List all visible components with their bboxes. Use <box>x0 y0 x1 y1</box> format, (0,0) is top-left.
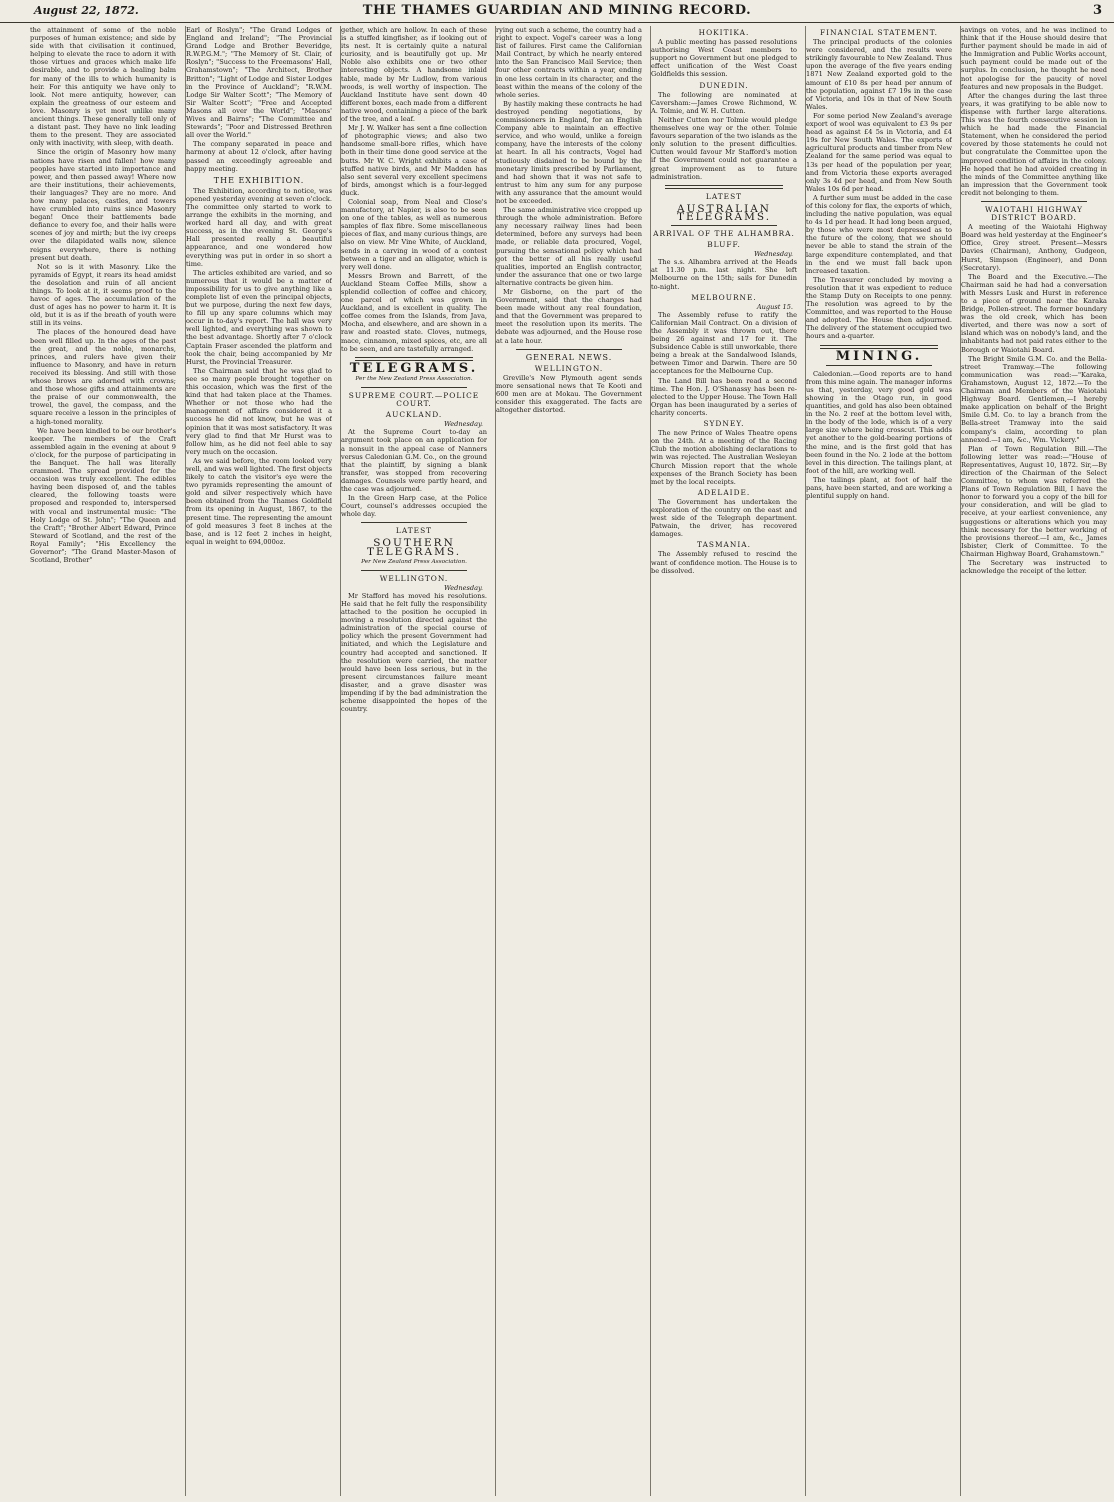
paragraph: The Assembly refused to rescind the want of confidence motion. The House is to be dissolved. <box>651 550 797 575</box>
dateline-place: AUCKLAND. <box>385 410 443 420</box>
divider <box>361 570 467 571</box>
dateline-place: BLUFF. <box>707 240 741 250</box>
paragraph: Mr J. W. Walker has sent a fine collection of photographic views; and also two handsome small-bore rifles, which have both in their time done good service at the butts. Mr W. C. Wright exhibits a case of stuffed native birds, and Mr Madden has also sent several very excellent specimens of birds, amongst which is a four-legged duck. <box>341 124 487 197</box>
paragraph: The company separated in peace and harmony at about 12 o'clock, after having passed an exceedingly agreeable and happy meeting. <box>186 140 332 173</box>
latest-label: LATEST <box>705 191 743 201</box>
paragraph: In the Green Harp case, at the Police Court, counsel's addresses occupied the whole day. <box>341 494 487 519</box>
divider <box>665 185 783 189</box>
divider <box>981 201 1087 202</box>
dateline-day: Wednesday. <box>754 250 793 259</box>
section-heading-exhibition: THE EXHIBITION. <box>213 175 305 185</box>
paragraph: For some period New Zealand's average export of wool was equivalent to £3 9s per head as against £4 5s in Victoria, and £4 19s for New South Wales. The exports of agricultural products and timber from New Zealand for the same period was equal to 13s per head of the population per year, and from Victoria these exports averaged only 3s 4d per head, and from New South Wales 10s 6d per head. <box>806 111 952 193</box>
paragraph: By hastily making these contracts he had destroyed pending negotiations, by commissioners in England, for an English Company able to maintain an effective service, and who would, unlike a foreign company, have the interests of the colony at heart. In all his contracts, Vogel had studiously disdained to be bound by the monetary limits prescribed by Parliament, and had shown that it was not safe to entrust to him any sum for any purpose with any assurance that the amount would not be exceeded. <box>496 99 642 205</box>
dateline-place: ADELAIDE. <box>697 487 751 497</box>
dateline-place: WELLINGTON. <box>534 363 604 373</box>
paragraph: A public meeting has passed resolutions authorising West Coast members to support no Government but one pledged to effect unification of the West Coast Goldfields this session. <box>651 38 797 79</box>
press-association-note: Per New Zealand Press Association. <box>361 558 467 565</box>
paragraph: The articles exhibited are varied, and so numerous that it would be a matter of impossibility for us to give anything like a complete list of even the principal objects, but we purpose, during the next few days, to fill up any spare columns which may occur in to-day's report. The hall was very well lighted, and everything was shown to the best advantage. Shortly after 7 o'clock Captain Fraser ascended the platform and took the chair, being accompanied by Mr Hurst, the Provincial Treasurer. <box>186 268 332 366</box>
section-heading-financial-statement: FINANCIAL STATEMENT. <box>820 28 938 37</box>
masthead <box>0 0 1114 23</box>
court-heading: SUPREME COURT.—POLICE COURT. <box>348 390 480 409</box>
dateline-day: Wednesday. <box>444 583 483 592</box>
divider <box>671 225 777 226</box>
dateline-place: DUNEDIN. <box>699 80 749 90</box>
column-6 <box>805 26 952 1496</box>
section-heading-mining: MINING. <box>835 348 923 364</box>
paragraph: Mr Stafford has moved his resolutions. He said that he felt fully the responsibility attached to the position he occupied in moving a resolution directed against the administration of the special course of policy which the present Government had initiated, and which the Legislature and country had accepted and sanctioned. If the resolution were carried, the matter would have been less serious, but in the present circumstances failure meant disaster, and a grave disaster was impending if by the bad administration the scheme disappointed the hopes of the country. <box>341 591 487 714</box>
dateline-place: SYDNEY. <box>703 419 745 429</box>
paragraph: The Secretary was instructed to acknowledge the receipt of the letter. <box>961 559 1107 576</box>
paragraph: The principal products of the colonies were considered, and the results were strikingly favourable to New Zealand. Thus upon the average of the five years ending 1871 New Zealand exported gold to the amount of £10 8s per head per annum of the population, against £7 19s in the case of Victoria, and 10s in that of New South Wales. <box>806 38 952 111</box>
paragraph: After the changes during the last three years, it was gratifying to be able now to dispense with further large alterations. This was the fourth consecutive session in which he had made the Financial Statement, when he considered the period covered by those statements he could not but congratulate the Committee upon the improved condition of affairs in the colony. He hoped that he had avoided creating in the minds of the Committee anything like an impression that the Government took credit not belonging to them. <box>961 91 1107 197</box>
paragraph: Not so is it with Masonry. Like the pyramids of Egypt, it rears its head amidst the desolation and ruin of all ancient things. To look at it, it seems proof to the havoc of ages. The accumulation of the dust of ages has no power to harm it. It is old, but it is as if the breath of youth were still in its veins. <box>30 262 176 328</box>
section-heading-southern-telegrams: SOUTHERN TELEGRAMS. <box>366 537 462 558</box>
dateline-place: HOKITIKA. <box>698 28 750 37</box>
paragraph: The tailings plant, at foot of half the pans, have been started, and are working a plentiful supply on hand. <box>806 475 952 501</box>
paragraph: Plan of Town Regulation Bill.—The following letter was read:—"House of Representatives, August 10, 1872. Sir,—By direction of the Chairman of the Select Committee, to whom was referred the Plans of Town Regulation Bill, I have the honor to forward you a copy of the bill for your consideration, and will be glad to receive, at your earliest convenience, any suggestions or alterations which you may think necessary for the better working of the provisions thereof.—I am, &c., James Isbister, Clerk of Committee. To the Chairman Highway Board, Grahamstown." <box>961 444 1107 558</box>
paragraph: gether, which are hollow. In each of these is a stuffed kingfisher, as if looking out of its nest. It is certainly quite a natural curiosity, and is beautifully got up. Mr Noble also exhibits one or two other interesting objects. A handsome inlaid table, made by Mr Ludlow, from various woods, is well worthy of inspection. The Auckland Institute have sent down 40 different boxes, each made from a different native wood, containing a piece of the bark of the tree, and a leaf. <box>341 26 487 124</box>
divider <box>361 387 467 388</box>
paragraph: The new Prince of Wales Theatre opens on the 24th. At a meeting of the Racing Club the motion abolishing declarations to win was rejected. The Australian Wesleyan Church Mission report that the whole expenses of the Branch Society has been met by the local receipts. <box>651 429 797 486</box>
article-columns <box>30 26 1110 1496</box>
paragraph: Earl of Roslyn"; "The Grand Lodges of England and Ireland"; "The Provincial Grand Lodge and Brother Beveridge, R.W.P.G.M."; "The Memory of St. Clair, of Roslyn"; "Success to the Freemasons' Hall, Grahamstown"; "The Architect, Brother Britton"; "Light of Lodge and Sister Lodges in the Province of Auckland"; "R.W.M. Lodge Sir Walter Scott"; "The Memory of Sir Walter Scott"; "Free and Accepted Masons all over the World"; "Masons' Wives and Bairns"; "The Committee and Stewards"; "Poor and Distressed Brethren all over the World." <box>186 26 332 140</box>
paragraph: The Bright Smile G.M. Co. and the Bella-street Tramway.—The following communication was read:—"Karaka, Grahamstown, August 12, 1872.—To the Chairman and Members of the Waiotahi Highway Board. Gentlemen,—I hereby make application on behalf of the Bright Smile G.M. Co. to lay a branch from the Bella-street Tramway into the said company's claim, according to plan annexed.—I am, &c., Wm. Vickery." <box>961 354 1107 444</box>
column-4 <box>495 26 642 1496</box>
subheading-arrival: ARRIVAL OF THE ALHAMBRA. <box>653 228 795 238</box>
paragraph: The s.s. Alhambra arrived at the Heads at 11.30 p.m. last night. She left Melbourne on the 15th; sails for Dunedin to-night. <box>651 258 797 291</box>
section-heading-telegrams: TELEGRAMS. <box>349 360 479 376</box>
page-number: 3 <box>1092 3 1102 18</box>
paragraph: The Board and the Executive.—The Chairman said he had had a conversation with Messrs Lusk and Hurst in reference to a piece of ground near the Karaka Bridge, Pollen-street. The former boundary was the old creek, which has been diverted, and there was now a sort of island which was on nobody's land, and the inhabitants had not paid rates either to the Borough or Waiotahi Board. <box>961 272 1107 354</box>
dateline-day: August 15. <box>756 302 793 311</box>
paragraph: The Treasurer concluded by moving a resolution that it was expedient to reduce the Stamp Duty on Receipts to one penny. The resolution was agreed to by the Committee, and was reported to the House and adopted. The House then adjourned. The delivery of the statement occupied two hours and a-quarter. <box>806 275 952 341</box>
latest-label: LATEST <box>395 526 433 536</box>
paragraph: The following are nominated at Caversham:—James Crowe Richmond, W. A. Tolmie, and W. H. Cutten. <box>651 90 797 115</box>
divider <box>361 522 467 523</box>
paragraph: Colonial soap, from Neal and Close's manufactory, at Napier, is also to be seen on one of the tables, as well as numerous samples of flax fibre. Some miscellaneous pieces of flax, and many curious things, are also on view. Mr Vine White, of Auckland, sends in a carving in wood of a contest between a tiger and an alligator, which is very well done. <box>341 197 487 271</box>
column-7 <box>960 26 1107 1496</box>
dateline-place: MELBOURNE. <box>691 292 757 302</box>
paragraph: We have been kindled to be our brother's keeper. The members of the Craft assembled again in the evening at about 9 o'clock, for the purpose of participating in the Banquet. The hall was literally crammed. The spread provided for the occasion was truly excellent. The edibles having been disposed of, and the tables cleared, the following toasts were proposed and responded to, interspersed with vocal and instrumental music: "The Holy Lodge of St. John"; "The Queen and the Craft"; "Brother Albert Edward, Prince Steward of Scotland, and the rest of the Royal Family"; "His Excellency the Governor"; "The Grand Master-Mason of Scotland, Brother" <box>30 426 176 565</box>
press-association-note: Per the New Zealand Press Association. <box>355 375 473 382</box>
column-2 <box>185 26 332 1496</box>
dateline-day: Wednesday. <box>444 420 483 429</box>
paragraph: A further sum must be added in the case of this colony for flax, the exports of which, including the native population, was equal to 4s 1d per head. It had long been argued, by those who were most depressed as to the future of the colony, that we should never be able to stand the strain of the large expenditure contemplated, and that in the end we must fall back upon increased taxation. <box>806 193 952 275</box>
column-3 <box>340 26 487 1496</box>
newspaper-title: THE THAMES GUARDIAN AND MINING RECORD. <box>362 3 752 18</box>
paragraph: The Government has undertaken the exploration of the country on the east and west side of the Telegraph department. Patwain, the driver, has recovered damages. <box>651 497 797 539</box>
paragraph: The Assembly refuse to ratify the Californian Mail Contract. On a division of the Assembly it was thrown out, there being 26 against and 17 for it. The Subsidence Cable is still unworkable, there being a break at the Sandalwood Islands, between Timor and Darwin. There are 50 acceptances for the Melbourne Cup. <box>651 310 797 376</box>
paragraph: The same administrative vice cropped up through the whole administration. Before any necessary railway lines had been determined, before any surveys had been made, or reliable data procured, Vogel, pursuing the sensational policy which had got the better of all his really useful qualities, imported an English contractor, under the assurance that one or two large alternative contracts be given him. <box>496 206 642 287</box>
section-heading-australian-telegrams: AUSTRALIAN TELEGRAMS. <box>676 202 772 223</box>
dateline-place: TASMANIA. <box>697 540 751 550</box>
paragraph: A meeting of the Waiotahi Highway Board was held yesterday at the Engineer's Office, Grey street. Present—Messrs Davies (Chairman), Anthony, Gudgeon, Hurst, Simpson (Engineer), and Donn (Secretary). <box>961 223 1107 272</box>
paragraph: Neither Cutten nor Tolmie would pledge themselves one way or the other. Tolmie favours separation of the two islands as the only solution to the present difficulties. Cutten would favour Mr Stafford's motion if the Government could not guarantee a great improvement as to future administration. <box>651 115 797 181</box>
column-5 <box>650 26 797 1496</box>
paragraph: the attainment of some of the noble purposes of human existence; and side by side with that civilisation it continued, helping to elevate the race to adorn it with those virtues and graces which make life desirable, and to provide a healing balm for many of the ills to which humanity is heir. For this antiquity we have only to look. Not mere antiquity, however, can explain the greatness of our esteem and love. Masonry is yet most unlike many ancient things. These generally tell only of a distant past. They have no link leading them to the present. They are associated only with inactivity, with sleep, with death. <box>30 26 176 148</box>
paragraph: Greville's New Plymouth agent sends more sensational news that Te Kooti and 600 men are at Mokau. The Government consider this exaggerated. The facts are altogether distorted. <box>496 373 642 415</box>
paragraph: Messrs Brown and Barrett, of the Auckland Steam Coffee Mills, show a splendid collection of coffee and chicory, one parcel of which was grown in Auckland, and is excellent in quality. The coffee comes from the Islands, from Java, Mocha, and elsewhere, and are shown in a raw and roasted state. Cloves, nutmegs, mace, cinnamon, mixed spices, etc, are all to be seen, and are tastefully arranged. <box>341 271 487 353</box>
divider <box>516 349 622 350</box>
paragraph: savings on votes, and he was inclined to think that if the House should desire that further payment should be made in aid of the Immigration and Public Works account, such payment could be made out of the surplus. In conclusion, he thought he need not apologise for the paucity of novel features and new proposals in the Budget. <box>961 26 1107 91</box>
paragraph: At the Supreme Court to-day an argument took place on an application for a nonsuit in the appeal case of Nanners versus Caledonian G.M. Co., on the ground that the plaintiff, by signing a blank transfer, was stopped from recovering damages. Counsels were partly heard, and the case was adjourned. <box>341 428 487 493</box>
paragraph: The Chairman said that he was glad to see so many people brought together on this occasion, which was the first of the kind that had taken place at the Thames. Whether or not those who had the management of affairs considered it a success he did not know, but he was of opinion that it was most satisfactory. It was very glad to find that Mr Hurst was to follow him, as he did not feel able to say very much on the occasion. <box>186 366 332 456</box>
paragraph: The places of the honoured dead have been well filled up. In the ages of the past the great, and the noble, monarchs, princes, and rulers have given their influence to Masonry, and have in return received its blessing. And still with those whose brows are adorned with crowns; and those whose gifts and attainments are the praise of our commonwealth, the trowel, the gavel, the compass, and the square receive a lesson in the principles of a high-toned morality. <box>30 328 176 426</box>
paragraph: rying out such a scheme, the country had a right to expect. Vogel's career was a long list of failures. First came the Californian Mail Contract, by which he nearly entered into the San Francisco Mail Service; then four other contracts within a year, ending in one less certain in its character, and the least within the means of the colony of the whole series. <box>496 26 642 99</box>
divider <box>820 345 938 349</box>
paragraph: Since the origin of Masonry how many nations have risen and fallen! how many peoples have started into importance and power, and then passed away! Where now are their institutions, their achievements, their languages? They are no more. And how many palaces, castles, and towers have crumbled into ruins since Masonry began! Once their battlements bade defiance to every foe, and their halls were scenes of joy and mirth; but the ivy creeps over the dilapidated walls now, silence reigns everywhere, there is nothing present but death. <box>30 148 176 262</box>
paragraph: The Exhibition, according to notice, was opened yesterday evening at seven o'clock. The committee only started to work to arrange the exhibits in the morning, and worked hard all day, and with great success, as in the evening St. George's Hall presented really a beautiful appearance, and one wondered how everything was put in order in so short a time. <box>186 186 332 268</box>
section-heading-waiotahi-board: WAIOTAHI HIGHWAY DISTRICT BOARD. <box>985 204 1083 223</box>
section-heading-general-news: GENERAL NEWS. <box>525 352 613 362</box>
issue-date: August 22, 1872. <box>34 4 139 17</box>
divider <box>826 365 932 366</box>
paragraph: The Land Bill has been read a second time. The Hon. J. O'Shanassy has been re-elected to the Upper House. The Town Hall Organ has been inaugurated by a series of charity concerts. <box>651 376 797 417</box>
paragraph: Caledonian.—Good reports are to hand from this mine again. The manager informs us that, yesterday, very good gold was showing in the Otago run, in good quantities, and gold has also been obtained in the No. 2 reef at the bottom level with, in the body of the lode, which is of a very large size where being crosscut. This adds yet another to the gold-bearing portions of the mine, and is the first gold that has been found in the No. 2 lode at the bottom level in this direction. The tailings plant, at foot of the hill, are working well. <box>806 369 952 475</box>
column-1 <box>30 26 176 1496</box>
dateline-place: WELLINGTON. <box>379 573 449 583</box>
paragraph: As we said before, the room looked very well, and was well lighted. The first objects likely to catch the visitor's eye were the two pyramids representing the amount of gold and silver respectively which have been obtained from the Thames Goldfield from its opening in August, 1867, to the present time. The representing the amount of gold measures 3 feet 8 inches at the base, and is 12 feet 2 inches in height, equal in weight to 694,000oz. <box>186 456 332 546</box>
paragraph: Mr Gisborne, on the part of the Government, said that the charges had been made without any real foundation, and that the Government was prepared to meet the resolution upon its merits. The debate was adjourned, and the House rose at a late hour. <box>496 288 642 345</box>
